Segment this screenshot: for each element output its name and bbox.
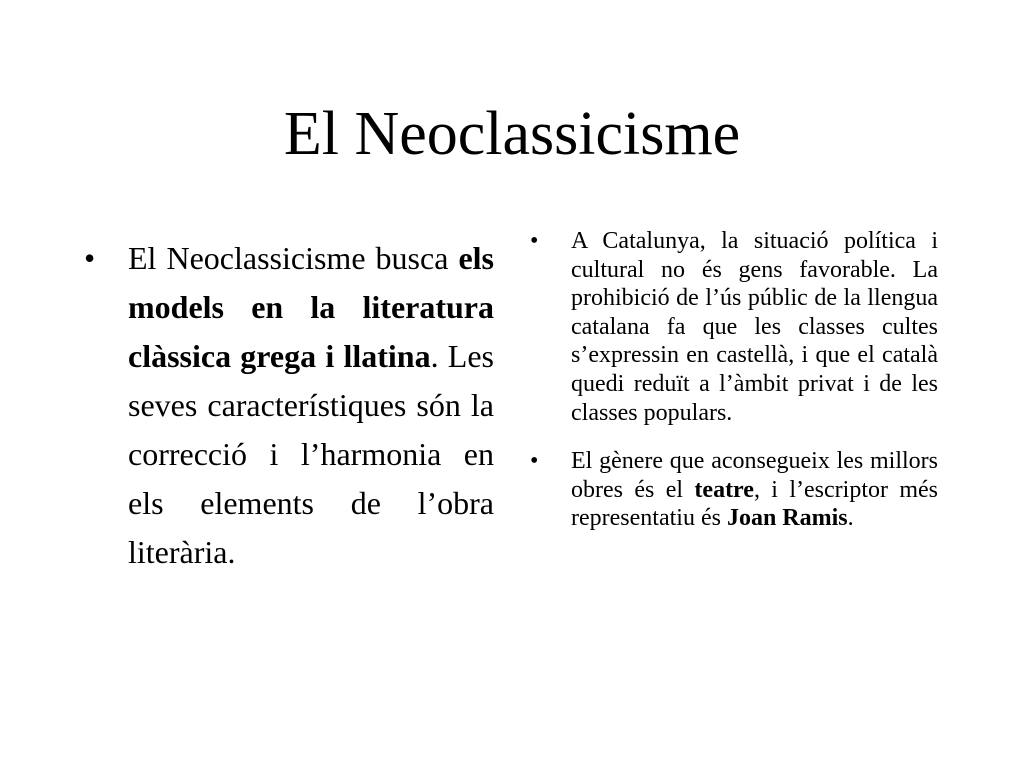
right-item-1-text: A Catalunya, la situació política i cultural no és gens favorable. La prohibició de l’ús públic de la llengua catalana fa que les classes cultes s’expressin en castellà, i que el català quedi reduït a l’àmbit privat i de les classes populars.	[571, 228, 938, 426]
bullet-icon: •	[84, 240, 96, 276]
right-bullet-item-1	[530, 227, 938, 427]
right-item-2-bold-author: Joan Ramis	[726, 505, 848, 532]
right-item-2-bold-genre: teatre	[694, 476, 754, 503]
left-bullet-item	[84, 234, 494, 577]
right-item-2-text-continued: , i l’escriptor més representatiu és	[571, 476, 939, 532]
left-item-bold-text: els models en la literatura clàssica grega i llatina	[128, 240, 494, 374]
right-bullet-item-2	[530, 447, 938, 533]
bullet-icon: •	[530, 448, 539, 475]
left-item-text-continued: . Les seves característiques són la correcció i l’harmonia en els elements de l’obra literària.	[128, 338, 495, 570]
right-item-2-text-end: .	[847, 505, 854, 532]
right-item-2-text: El gènere que aconsegueix les millors obres és el	[571, 448, 938, 503]
left-item-text: El Neoclassicisme busca	[128, 240, 459, 276]
bullet-icon: •	[530, 228, 539, 254]
left-column	[84, 234, 494, 577]
slide-title: El Neoclassicisme	[283, 100, 741, 168]
right-column	[530, 227, 938, 553]
